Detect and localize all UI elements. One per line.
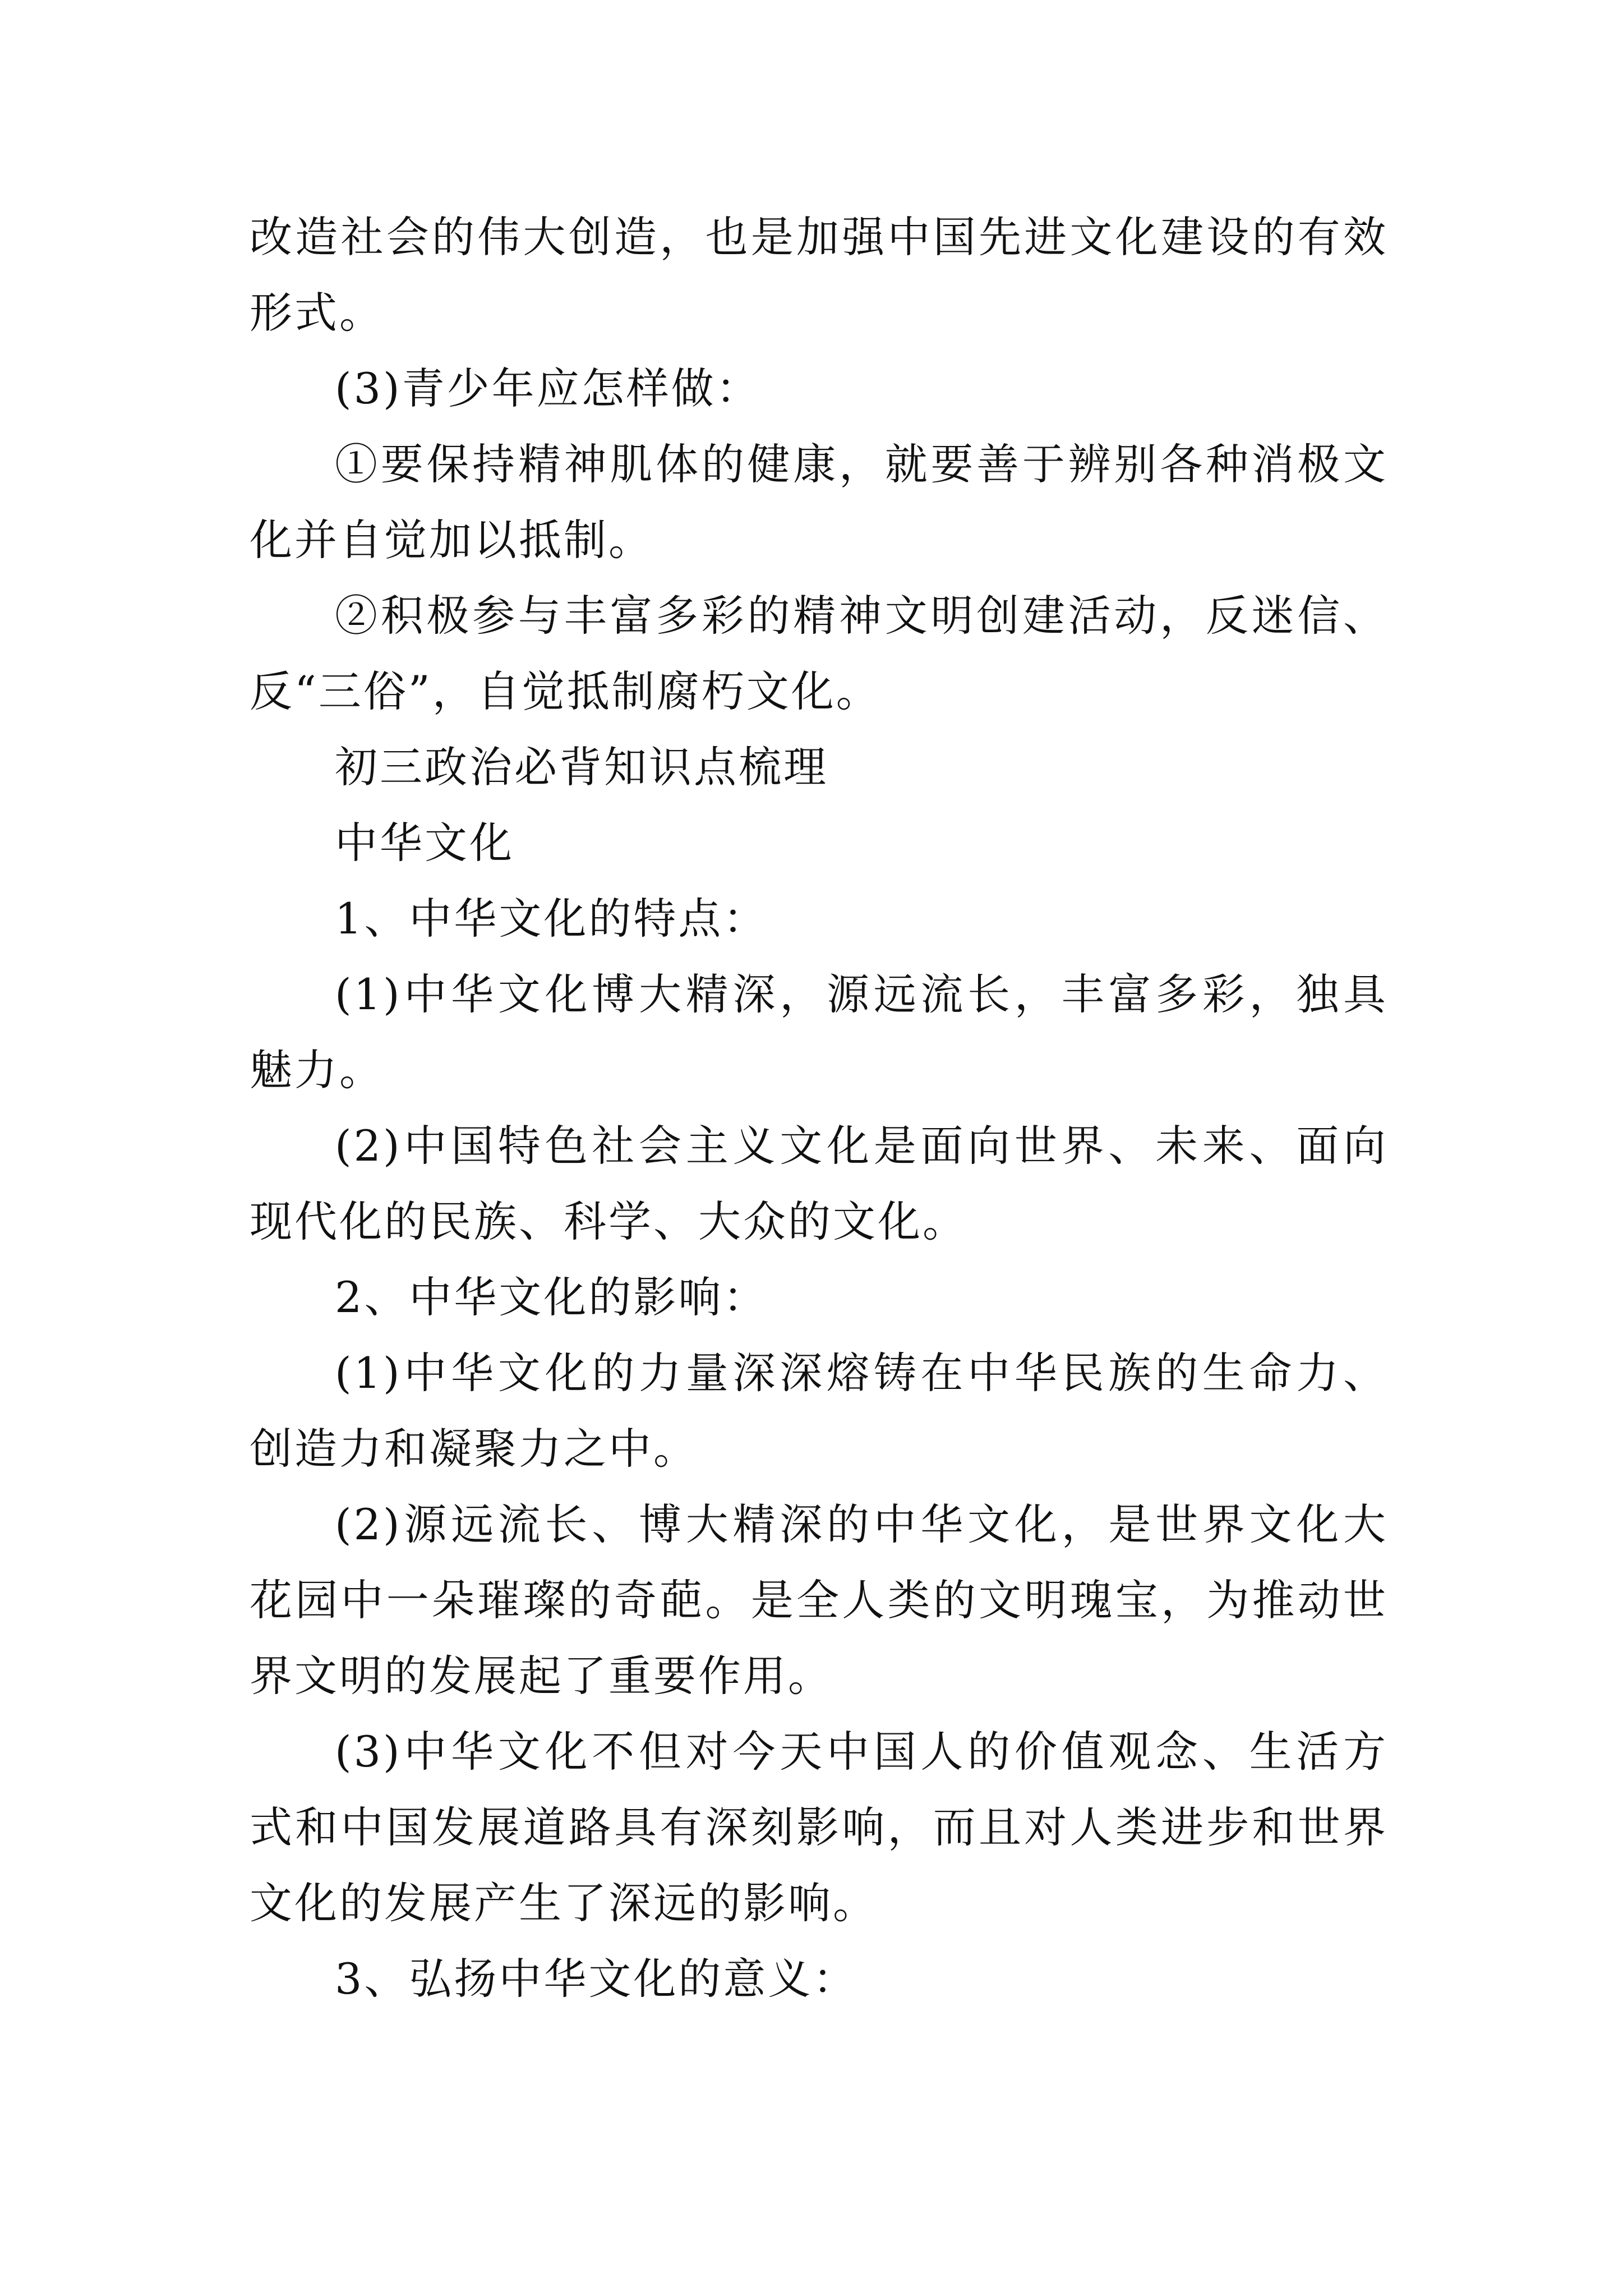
paragraph: 1、中华文化的特点： bbox=[335, 894, 768, 944]
paragraph: (3)中华文化不但对今天中国人的价值观念、生活方式和中国发展道路具有深刻影响，而且对人类进步和世界文化的发展产生了深远的影响。 bbox=[250, 1727, 1388, 1928]
section-heading: 初三政治必背知识点梳理 bbox=[335, 742, 828, 792]
paragraph: (1)中华文化的力量深深熔铸在中华民族的生命力、创造力和凝聚力之中。 bbox=[250, 1348, 1388, 1474]
paragraph: (1)中华文化博大精深，源远流长，丰富多彩，独具魅力。 bbox=[250, 969, 1388, 1095]
paragraph: ②积极参与丰富多彩的精神文明创建活动，反迷信、反“三俗”，自觉抵制腐朽文化。 bbox=[250, 591, 1388, 716]
document-body bbox=[250, 199, 1388, 2017]
paragraph: (3)青少年应怎样做： bbox=[335, 364, 761, 413]
paragraph: 改造社会的伟大创造，也是加强中国先进文化建设的有效形式。 bbox=[250, 212, 1388, 338]
paragraph: (2)源远流长、博大精深的中华文化，是世界文化大花园中一朵璀璨的奇葩。是全人类的文明瑰宝，为推动世界文明的发展起了重要作用。 bbox=[250, 1499, 1388, 1701]
paragraph: 2、中华文化的影响： bbox=[335, 1272, 768, 1322]
paragraph: (2)中国特色社会主义文化是面向世界、未来、面向现代化的民族、科学、大众的文化。 bbox=[250, 1121, 1388, 1246]
paragraph: ①要保持精神肌体的健康，就要善于辨别各种消极文化并自觉加以抵制。 bbox=[250, 439, 1388, 565]
section-heading: 中华文化 bbox=[335, 818, 514, 868]
paragraph: 3、弘扬中华文化的意义： bbox=[335, 1954, 858, 2004]
